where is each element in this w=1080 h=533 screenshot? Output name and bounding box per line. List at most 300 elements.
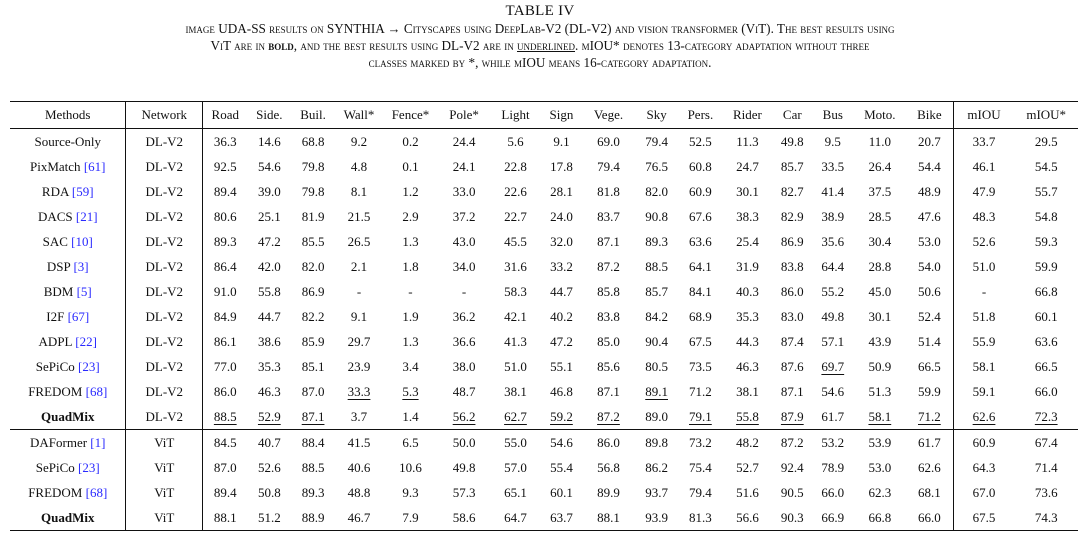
value-cell: 61.7 — [906, 430, 953, 456]
network-cell: DL-V2 — [126, 204, 203, 229]
value-cell: 46.7 — [335, 505, 383, 531]
value-cell: 35.3 — [257, 358, 281, 374]
value-cell: 43.0 — [452, 233, 476, 249]
value-cell: 55.0 — [490, 430, 540, 456]
column-header: Vege. — [582, 102, 635, 129]
value-cell: 33.0 — [452, 183, 476, 199]
value-cell: 85.8 — [597, 283, 620, 299]
value-cell: 73.5 — [689, 358, 712, 374]
value-cell: 89.0 — [645, 408, 668, 424]
value-cell: 24.0 — [550, 208, 573, 224]
value-cell: 50.0 — [438, 430, 491, 456]
value-cell: 39.0 — [257, 183, 281, 199]
value-cell: 92.5 — [213, 158, 237, 174]
value-cell: 58.1 — [868, 408, 892, 424]
value-cell: 33.5 — [821, 158, 845, 174]
value-cell: 83.7 — [597, 208, 620, 224]
value-cell: 86.9 — [301, 283, 325, 299]
value-cell: 24.4 — [452, 133, 476, 149]
value-cell: 9.2 — [350, 133, 368, 149]
citation-link[interactable]: [22] — [75, 333, 97, 349]
value-cell: 28.5 — [868, 208, 892, 224]
value-cell: 67.5 — [689, 333, 712, 349]
value-cell: 86.1 — [213, 333, 237, 349]
value-cell: 87.2 — [773, 430, 812, 456]
value-cell: 35.6 — [821, 233, 845, 249]
value-cell: 60.9 — [953, 430, 1014, 456]
value-cell: 67.6 — [689, 208, 712, 224]
value-cell: 77.0 — [213, 358, 237, 374]
value-cell: 87.9 — [780, 408, 804, 424]
method-name: SePiCo [23] — [10, 455, 126, 480]
value-cell: 1.4 — [402, 408, 419, 424]
table-row — [10, 204, 1078, 229]
value-cell: 41.5 — [335, 430, 383, 456]
value-cell: 36.6 — [452, 333, 476, 349]
value-cell: 2.1 — [350, 258, 368, 274]
value-cell: 46.3 — [257, 383, 281, 399]
value-cell: 51.2 — [247, 505, 291, 531]
value-cell: 55.9 — [972, 333, 996, 349]
table-row — [10, 329, 1078, 354]
value-cell: 1.8 — [402, 258, 419, 274]
value-cell: 36.2 — [452, 308, 476, 324]
value-cell: 63.7 — [541, 505, 583, 531]
value-cell: 54.4 — [906, 154, 953, 179]
value-cell: 11.0 — [868, 133, 891, 149]
method-name: SePiCo [23] — [10, 354, 126, 379]
column-header: Side. — [247, 102, 291, 129]
value-cell: 45.5 — [504, 233, 527, 249]
network-cell: DL-V2 — [126, 179, 203, 204]
value-cell: 56.8 — [597, 459, 620, 475]
value-cell: 85.7 — [645, 283, 668, 299]
value-cell: 48.2 — [722, 430, 772, 456]
value-cell: 85.1 — [301, 358, 325, 374]
value-cell: 53.0 — [868, 459, 892, 475]
network-cell: DL-V2 — [126, 279, 203, 304]
value-cell: 82.2 — [301, 308, 325, 324]
value-cell: 68.8 — [301, 133, 325, 149]
header-row — [10, 102, 1078, 129]
column-header: Wall* — [335, 102, 383, 129]
value-cell: 25.4 — [736, 233, 759, 249]
value-cell: 1.3 — [402, 333, 419, 349]
value-cell: 87.1 — [597, 383, 620, 399]
value-cell: 93.9 — [635, 505, 679, 531]
value-cell: 51.6 — [736, 484, 759, 500]
column-header: Rider — [722, 102, 772, 129]
value-cell: 66.5 — [1034, 358, 1058, 374]
network-cell: DL-V2 — [126, 254, 203, 279]
value-cell: 54.5 — [1034, 158, 1058, 174]
value-cell: 78.9 — [821, 459, 845, 475]
method-name: FREDOM [68] — [10, 379, 126, 404]
value-cell: 79.4 — [689, 484, 712, 500]
value-cell: 69.7 — [821, 358, 845, 374]
value-cell: 17.8 — [550, 158, 573, 174]
value-cell: 46.3 — [736, 358, 759, 374]
method-name: Source-Only — [10, 129, 126, 155]
method-name: ADPL [22] — [10, 329, 126, 354]
value-cell: 59.3 — [1034, 233, 1058, 249]
column-header: mIOU* — [1014, 102, 1078, 129]
value-cell: 60.1 — [1034, 308, 1058, 324]
value-cell: 76.5 — [645, 158, 668, 174]
network-cell: DL-V2 — [126, 354, 203, 379]
citation-link[interactable]: [21] — [75, 208, 98, 224]
value-cell: 38.3 — [736, 208, 759, 224]
value-cell: 38.9 — [821, 208, 845, 224]
value-cell: 82.0 — [645, 183, 668, 199]
value-cell: 89.9 — [597, 484, 620, 500]
method-name: RDA [59] — [10, 179, 126, 204]
value-cell: 24.1 — [452, 158, 476, 174]
column-header: Car — [773, 102, 812, 129]
value-cell: 93.7 — [645, 484, 668, 500]
value-cell: 52.9 — [257, 408, 281, 424]
value-cell: 66.8 — [854, 505, 907, 531]
value-cell: 33.3 — [347, 383, 371, 399]
method-name: DSP [3] — [10, 254, 126, 279]
value-cell: 71.4 — [1034, 459, 1058, 475]
value-cell: 22.6 — [504, 183, 527, 199]
value-cell: 51.4 — [906, 329, 953, 354]
value-cell: 86.0 — [780, 283, 804, 299]
value-cell: 53.0 — [906, 229, 953, 254]
table-row — [10, 304, 1078, 329]
value-cell: 88.5 — [645, 258, 668, 274]
value-cell: 66.0 — [906, 505, 953, 531]
value-cell: 63.6 — [689, 233, 712, 249]
value-cell: 37.2 — [452, 208, 476, 224]
value-cell: 89.3 — [645, 233, 668, 249]
value-cell: 25.1 — [257, 208, 281, 224]
value-cell: 87.2 — [597, 408, 620, 424]
citation-link[interactable]: [68] — [85, 383, 108, 399]
column-header: Pers. — [679, 102, 723, 129]
value-cell: 56.6 — [722, 505, 772, 531]
value-cell: 23.9 — [347, 358, 371, 374]
network-cell: ViT — [126, 455, 203, 480]
value-cell: 89.1 — [645, 383, 668, 399]
value-cell: 87.4 — [780, 333, 804, 349]
value-cell: 60.9 — [689, 183, 712, 199]
table-row — [10, 254, 1078, 279]
table-row — [10, 229, 1078, 254]
column-header: Buil. — [291, 102, 335, 129]
value-cell: 53.2 — [812, 430, 854, 456]
value-cell: 73.2 — [679, 430, 723, 456]
value-cell: 11.3 — [736, 133, 759, 149]
value-cell: 36.3 — [213, 133, 237, 149]
value-cell: 71.2 — [689, 383, 712, 399]
citation-link[interactable]: [1] — [90, 434, 106, 450]
value-cell: 85.0 — [597, 333, 620, 349]
value-cell: 79.1 — [689, 408, 712, 424]
value-cell: 83.0 — [780, 308, 804, 324]
value-cell: 67.4 — [1014, 430, 1078, 456]
value-cell: 90.5 — [780, 484, 804, 500]
table-row — [10, 154, 1078, 179]
value-cell: 69.0 — [597, 133, 620, 149]
value-cell: 80.5 — [645, 358, 668, 374]
value-cell: 79.4 — [597, 158, 620, 174]
value-cell: 52.4 — [906, 304, 953, 329]
value-cell: 79.4 — [645, 133, 668, 149]
value-cell: 86.4 — [213, 258, 237, 274]
value-cell: 82.0 — [301, 258, 325, 274]
value-cell: 61.7 — [821, 408, 845, 424]
table-row — [10, 379, 1078, 404]
column-header: Methods — [10, 102, 126, 129]
method-name: FREDOM [68] — [10, 480, 126, 505]
results-table — [10, 101, 1078, 531]
value-cell: 80.6 — [213, 208, 237, 224]
value-cell: 40.6 — [347, 459, 371, 475]
citation-link[interactable]: [10] — [71, 233, 93, 249]
value-cell: - — [461, 283, 467, 299]
citation-link[interactable]: [5] — [76, 283, 92, 299]
value-cell: 3.7 — [350, 408, 368, 424]
value-cell: 74.3 — [1014, 505, 1078, 531]
value-cell: 86.2 — [645, 459, 668, 475]
value-cell: 6.5 — [383, 430, 438, 456]
value-cell: 51.0 — [972, 258, 996, 274]
citation-link[interactable]: [23] — [78, 459, 100, 475]
value-cell: 75.4 — [689, 459, 712, 475]
value-cell: 38.1 — [504, 383, 527, 399]
value-cell: 38.1 — [736, 383, 759, 399]
table-row — [10, 129, 1078, 155]
method-name: PixMatch [61] — [10, 154, 126, 179]
value-cell: 54.6 — [821, 383, 845, 399]
table-row — [10, 404, 1078, 430]
value-cell: 44.7 — [550, 283, 573, 299]
value-cell: 2.9 — [402, 208, 419, 224]
value-cell: 28.1 — [550, 183, 573, 199]
value-cell: 50.6 — [906, 279, 953, 304]
value-cell: 21.5 — [347, 208, 371, 224]
value-cell: 10.6 — [399, 459, 422, 475]
value-cell: 89.4 — [213, 183, 237, 199]
value-cell: 82.9 — [780, 208, 804, 224]
value-cell: 73.6 — [1034, 484, 1058, 500]
value-cell: 9.1 — [553, 133, 570, 149]
value-cell: 9.3 — [402, 484, 419, 500]
value-cell: 52.6 — [972, 233, 996, 249]
value-cell: 88.1 — [582, 505, 635, 531]
value-cell: 55.2 — [821, 283, 845, 299]
value-cell: 29.7 — [347, 333, 371, 349]
caption-line-2: ViT are in bold, and the best results using DL-V2 are in underlined. mIOU* denotes 13-category adaptation without three — [210, 38, 870, 53]
value-cell: 88.4 — [291, 430, 335, 456]
value-cell: 67.0 — [972, 484, 996, 500]
value-cell: 87.6 — [780, 358, 804, 374]
network-cell: DL-V2 — [126, 129, 203, 155]
table-row — [10, 179, 1078, 204]
value-cell: 87.1 — [301, 408, 325, 424]
value-cell: 87.1 — [597, 233, 620, 249]
value-cell: 55.7 — [1034, 183, 1058, 199]
table-row — [10, 455, 1078, 480]
value-cell: 9.1 — [350, 308, 368, 324]
network-cell: DL-V2 — [126, 304, 203, 329]
network-cell: ViT — [126, 480, 203, 505]
value-cell: 20.7 — [906, 129, 953, 155]
value-cell: 1.2 — [402, 183, 419, 199]
value-cell: 52.5 — [689, 133, 712, 149]
value-cell: 85.7 — [780, 158, 804, 174]
value-cell: 79.8 — [301, 158, 325, 174]
value-cell: 38.6 — [257, 333, 281, 349]
method-name: DACS [21] — [10, 204, 126, 229]
citation-link[interactable]: [61] — [83, 158, 106, 174]
value-cell: 88.5 — [301, 459, 325, 475]
value-cell: 89.3 — [213, 233, 237, 249]
value-cell: 54.0 — [906, 254, 953, 279]
value-cell: 30.1 — [868, 308, 892, 324]
value-cell: 51.8 — [972, 308, 996, 324]
value-cell: 30.4 — [868, 233, 892, 249]
value-cell: 14.6 — [257, 133, 281, 149]
method-name: SAC [10] — [10, 229, 126, 254]
table-row — [10, 430, 1078, 456]
value-cell: 84.1 — [689, 283, 712, 299]
value-cell: 85.6 — [597, 358, 620, 374]
value-cell: 88.5 — [213, 408, 237, 424]
value-cell: 31.9 — [736, 258, 759, 274]
table-row — [10, 354, 1078, 379]
value-cell: 55.8 — [257, 283, 281, 299]
value-cell: 90.4 — [645, 333, 668, 349]
citation-link[interactable]: [67] — [67, 308, 90, 324]
value-cell: 59.2 — [550, 408, 573, 424]
value-cell: 44.3 — [736, 333, 759, 349]
value-cell: 88.9 — [291, 505, 335, 531]
value-cell: 26.4 — [868, 158, 892, 174]
network-cell: DL-V2 — [126, 329, 203, 354]
value-cell: 83.8 — [597, 308, 620, 324]
value-cell: 0.2 — [402, 133, 419, 149]
value-cell: 4.8 — [350, 158, 368, 174]
network-cell: ViT — [126, 430, 203, 456]
value-cell: 81.3 — [679, 505, 723, 531]
value-cell: 66.9 — [812, 505, 854, 531]
method-name: BDM [5] — [10, 279, 126, 304]
value-cell: 29.5 — [1034, 133, 1058, 149]
table-row — [10, 279, 1078, 304]
value-cell: 40.3 — [736, 283, 759, 299]
column-header: Bus — [812, 102, 854, 129]
value-cell: 60.1 — [550, 484, 573, 500]
value-cell: 48.8 — [347, 484, 371, 500]
citation-link[interactable]: [3] — [73, 258, 89, 274]
value-cell: 44.7 — [257, 308, 281, 324]
value-cell: 49.8 — [452, 459, 476, 475]
value-cell: 87.0 — [213, 459, 237, 475]
column-header: mIOU — [953, 102, 1014, 129]
value-cell: 57.0 — [504, 459, 527, 475]
value-cell: 55.4 — [550, 459, 573, 475]
value-cell: - — [981, 283, 987, 299]
value-cell: 51.0 — [504, 358, 527, 374]
vit-group — [10, 430, 1078, 531]
network-cell: DL-V2 — [126, 229, 203, 254]
value-cell: 22.8 — [504, 158, 527, 174]
column-header: Bike — [906, 102, 953, 129]
value-cell: 47.9 — [972, 183, 996, 199]
column-header: Network — [126, 102, 203, 129]
value-cell: 86.0 — [213, 383, 237, 399]
citation-link[interactable]: [23] — [78, 358, 100, 374]
value-cell: 81.8 — [597, 183, 620, 199]
value-cell: - — [408, 283, 413, 299]
value-cell: 64.7 — [490, 505, 540, 531]
value-cell: 59.9 — [906, 379, 953, 404]
value-cell: 54.6 — [541, 430, 583, 456]
value-cell: 24.7 — [736, 158, 759, 174]
column-header: Road — [203, 102, 248, 129]
dl-v2-group — [10, 129, 1078, 430]
value-cell: 40.2 — [550, 308, 573, 324]
value-cell: 87.0 — [301, 383, 325, 399]
value-cell: 87.1 — [780, 383, 804, 399]
value-cell: 62.6 — [972, 408, 996, 424]
value-cell: 49.8 — [780, 133, 804, 149]
value-cell: 51.3 — [868, 383, 892, 399]
value-cell: 89.8 — [635, 430, 679, 456]
value-cell: 34.0 — [452, 258, 476, 274]
column-header: Fence* — [383, 102, 438, 129]
value-cell: 79.8 — [301, 183, 325, 199]
value-cell: 84.2 — [645, 308, 668, 324]
value-cell: 57.1 — [821, 333, 845, 349]
citation-link[interactable]: [68] — [85, 484, 108, 500]
value-cell: 66.0 — [821, 484, 845, 500]
caption-line-3: classes marked by *, while mIOU means 16-category adaptation. — [368, 55, 712, 70]
value-cell: 68.9 — [689, 308, 712, 324]
value-cell: 52.7 — [736, 459, 759, 475]
method-name: QuadMix — [10, 404, 126, 430]
value-cell: 85.9 — [301, 333, 325, 349]
value-cell: 46.1 — [972, 158, 996, 174]
value-cell: 59.1 — [972, 383, 996, 399]
value-cell: - — [356, 283, 362, 299]
value-cell: 52.6 — [257, 459, 281, 475]
value-cell: 57.3 — [452, 484, 476, 500]
value-cell: 7.9 — [383, 505, 438, 531]
value-cell: 1.9 — [402, 308, 419, 324]
value-cell: 65.1 — [504, 484, 527, 500]
value-cell: 45.0 — [868, 283, 892, 299]
value-cell: 33.7 — [972, 133, 996, 149]
value-cell: 90.8 — [645, 208, 668, 224]
citation-link[interactable]: [59] — [71, 183, 94, 199]
value-cell: 72.3 — [1034, 408, 1058, 424]
value-cell: 86.0 — [582, 430, 635, 456]
value-cell: 8.1 — [350, 183, 368, 199]
value-cell: 53.9 — [854, 430, 907, 456]
value-cell: 40.7 — [247, 430, 291, 456]
value-cell: 64.1 — [689, 258, 712, 274]
table-caption — [0, 0, 1080, 71]
value-cell: 50.8 — [257, 484, 281, 500]
value-cell: 55.1 — [550, 358, 573, 374]
value-cell: 89.3 — [301, 484, 325, 500]
value-cell: 58.1 — [972, 358, 996, 374]
value-cell: 62.6 — [906, 455, 953, 480]
